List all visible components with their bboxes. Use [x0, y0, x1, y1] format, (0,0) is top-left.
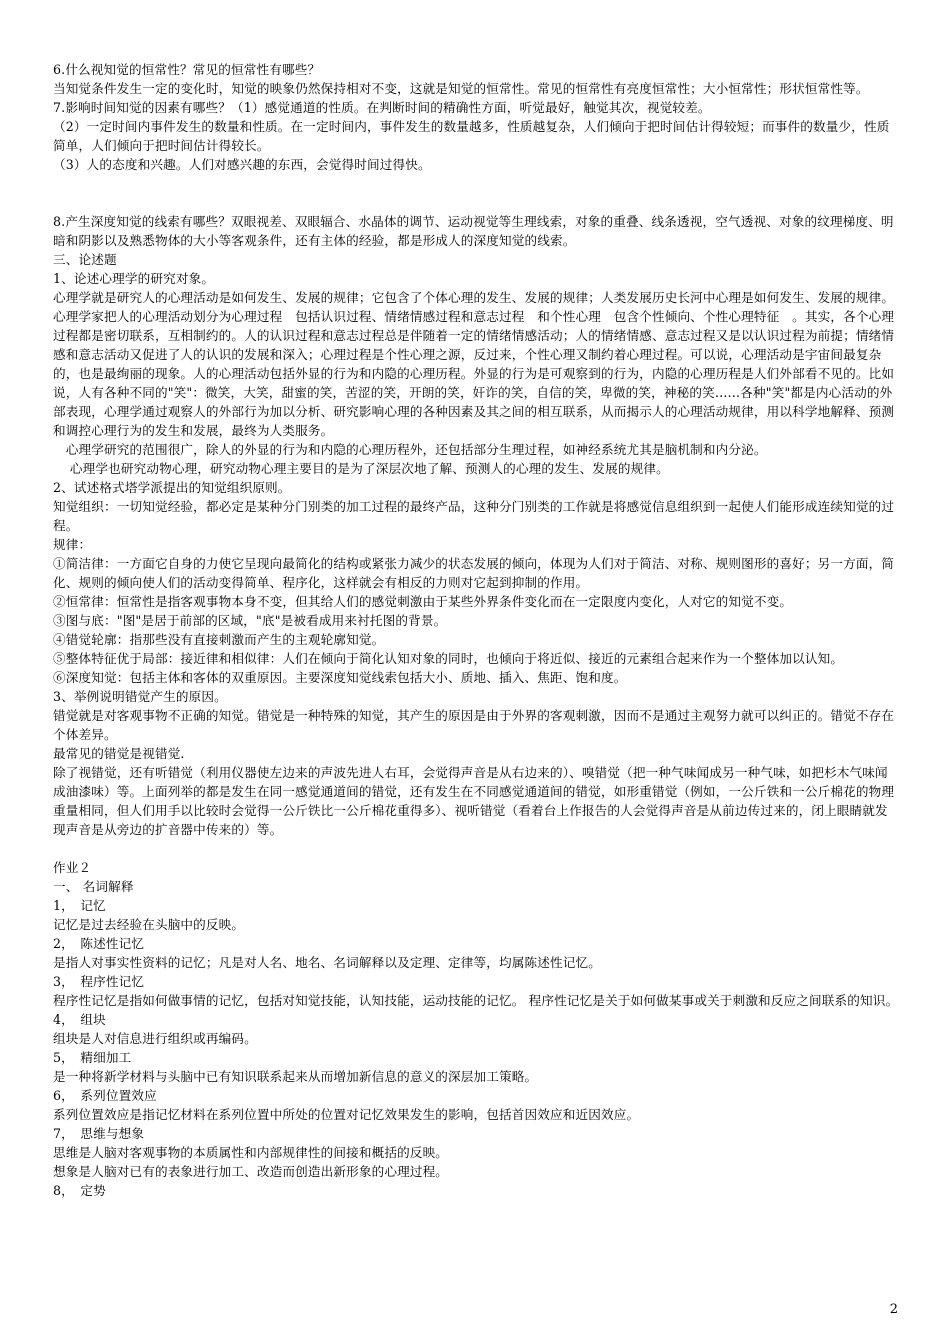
term-8-heading: 8， 定势 — [53, 1183, 106, 1198]
essay-1-paragraph-3: 心理学研究的范围很广，除人的外显的行为和内隐的心理历程外，还包括部分生理过程，如神经系统尤其是脑机制和内分泌。 — [53, 442, 767, 457]
essay-1-paragraph-1: 心理学就是研究人的心理活动是如何发生、发展的规律；它包含了个体心理的发生、发展的规律；人类发展历史长河中心理是如何发生、发展的规律。 — [53, 290, 895, 305]
essay-1-paragraph-2: 心理学家把人的心理活动划分为心理过程 包括认识过程、情绪情感过程和意志过程 和个性心理 包含个性倾向、个性心理特征 。其实，各个心理过程都是密切联系，互相制约的。人的认识过程和意志过程总是伴随着一定的情绪情感活动；人的情绪情感、意志过程又是以认识过程为前提；情绪情感和意志活动又促进了人的认识的发展和深入；心理过程是个性心理之源，反过来，个性心理又制约着心理过程。可以说，心理活动是宇宙间最复杂的，也是最绚丽的现象。人的心理活动包括外显的行为和内隐的心理历程。外显的行为是可观察到的行为，内隐的心理历程是人们外部看不见的。比如说，人有各种不同的"笑"：微笑，大笑，甜蜜的笑，苦涩的笑，开朗的笑，奸诈的笑，自信的笑，卑微的笑，神秘的笑……各种"笑"都是内心活动的外部表现，心理学通过观察人的外部行为加以分析、研究影响心理的各种因素及其之间的相互联系，从而揭示人的心理活动规律，用以科学地解释、预测和调控心理行为的发生和发展，最终为人类服务。 — [53, 309, 895, 438]
essay-3-paragraph-3: 除了视错觉，还有听错觉（利用仪器使左边来的声波先进人右耳，会觉得声音是从右边来的）、嗅错觉（把一种气味闻成另一种气味，如把杉木气味闻成油漆味）等。上面列举的都是发生在同一感觉通道间的错觉，还有发生在不同感觉通道间的错觉，如形重错觉（例如，一公斤铁和一公斤棉花的物理重量相同，但人们用手以比较时会觉得一公斤铁比一公斤棉花重得多）、视听错觉（看着台上作报告的人会觉得声音是从前边传过来的，闭上眼睛就发现声音是从旁边的扩音器中传来的）等。 — [53, 765, 895, 837]
term-7-definition-thinking: 思维是人脑对客观事物的本质属性和内部规律性的间接和概括的反映。 — [53, 1145, 449, 1160]
page-number: 2 — [889, 1302, 898, 1317]
term-6-heading: 6， 系列位置效应 — [53, 1088, 157, 1103]
question-8-text: 8.产生深度知觉的线索有哪些？双眼视差、双眼辐合、水晶体的调节、运动视觉等生理线索，对象的重叠、线条透视，空气透视、对象的纹理梯度、明暗和阴影以及熟悉物体的大小等客观条件，还有主体的经验，都是形成人的深度知觉的线索。 — [53, 214, 894, 248]
section-heading-terms: 一、 名词解释 — [53, 879, 134, 894]
term-2-definition: 是指人对事实性资料的记忆；凡是对人名、地名、名词解释以及定理、定律等，均属陈述性记忆。 — [53, 955, 601, 970]
term-5-heading: 5， 精细加工 — [53, 1050, 132, 1065]
term-1-heading: 1， 记忆 — [53, 898, 106, 913]
essay-1-paragraph-4: 心理学也研究动物心理，研究动物心理主要目的是为了深层次地了解、预测人的心理的发生、发展的规律。 — [53, 461, 669, 476]
rule-figure-ground: ③图与底："图"是居于前部的区域，"底"是被看成用来衬托图的背景。 — [53, 613, 447, 628]
rule-constancy: ②恒常律：恒常性是指客观事物本身不变，但其给人们的感觉刺激由于某些外界条件变化而在一定限度内变化，人对它的知觉不变。 — [53, 594, 793, 609]
essay-3-paragraph-2: 最常见的错觉是视错觉. — [53, 746, 185, 761]
essay-1-heading: 1、论述心理学的研究对象。 — [53, 271, 215, 286]
document-page — [53, 60, 899, 1200]
question-7-heading: 7.影响时间知觉的因素有哪些？（1）感觉通道的性质。在判断时间的精确性方面，听觉最好，触觉其次，视觉较差。 — [53, 100, 711, 115]
term-7-definition-imagination: 想象是人脑对已有的表象进行加工、改造而创造出新形象的心理过程。 — [53, 1164, 449, 1179]
rule-simplicity: ①简洁律：一方面它自身的力使它呈现向最简化的结构或紧张力减少的状态发展的倾向，体现为人们对于简洁、对称、规则图形的喜好；另一方面，简化、规则的倾向使人们的活动变得简单、程序化，这样就会有相反的力则对它起到抑制的作用。 — [53, 556, 895, 590]
term-5-definition: 是一种将新学材料与头脑中已有知识联系起来从而增加新信息的意义的深层加工策略。 — [53, 1069, 538, 1084]
term-3-heading: 3， 程序性记忆 — [53, 974, 145, 989]
term-4-definition: 组块是人对信息进行组织或再编码。 — [53, 1031, 257, 1046]
term-7-heading: 7， 思维与想象 — [53, 1126, 145, 1141]
question-6-heading: 6.什么视知觉的恒常性？常见的恒常性有哪些？ — [53, 62, 321, 77]
essay-3-paragraph-1: 错觉就是对客观事物不正确的知觉。错觉是一种特殊的知觉，其产生的原因是由于外界的客观刺激，因而不是通过主观努力就可以纠正的。错觉不存在个体差异。 — [53, 708, 895, 742]
term-6-definition: 系列位置效应是指记忆材料在系列位置中所处的位置对记忆效果发生的影响，包括首因效应和近因效应。 — [53, 1107, 640, 1122]
answer-7-item-3: （3）人的态度和兴趣。人们对感兴趣的东西，会觉得时间过得快。 — [53, 157, 431, 172]
answer-7-item-2: （2）一定时间内事件发生的数量和性质。在一定时间内，事件发生的数量越多，性质越复杂，人们倾向于把时间估计得较短；而事件的数量少，性质简单，人们倾向于把时间估计得较长。 — [53, 119, 890, 153]
essay-2-rules-label: 规律： — [53, 537, 92, 552]
essay-2-definition: 知觉组织：一切知觉经验，都必定是某种分门别类的加工过程的最终产品，这种分门别类的工作就是将感觉信息组织到一起使人们能形成连续知觉的过程。 — [53, 499, 895, 533]
section-heading-essay: 三、论述题 — [53, 252, 117, 267]
blank-spacer — [53, 174, 899, 212]
rule-illusory-contour: ④错觉轮廓：指那些没有直接刺激而产生的主观轮廓知觉。 — [53, 632, 385, 647]
term-4-heading: 4， 组块 — [53, 1012, 106, 1027]
essay-2-heading: 2、试述格式塔学派提出的知觉组织原则。 — [53, 480, 291, 495]
blank-spacer — [53, 839, 899, 858]
rule-depth-perception: ⑥深度知觉：包括主体和客体的双重原因。主要深度知觉线索包括大小、质地、插入、焦距、饱和度。 — [53, 670, 627, 685]
term-2-heading: 2， 陈述性记忆 — [53, 936, 145, 951]
answer-6-text: 当知觉条件发生一定的变化时，知觉的映象仍然保持相对不变，这就是知觉的恒常性。常见的恒常性有亮度恒常性；大小恒常性；形状恒常性等。 — [53, 81, 869, 96]
term-1-definition: 记忆是过去经验在头脑中的反映。 — [53, 917, 245, 932]
homework-2-title: 作业２ — [53, 860, 92, 875]
essay-3-heading: 3、举例说明错觉产生的原因。 — [53, 689, 227, 704]
term-3-definition: 程序性记忆是指如何做事情的记忆，包括对知觉技能，认知技能，运动技能的记忆。 程序性记忆是关于如何做某事或关于刺激和反应之间联系的知识。 — [53, 993, 899, 1008]
rule-whole-over-parts: ⑤整体特征优于局部：接近律和相似律：人们在倾向于简化认知对象的同时，也倾向于将近似、接近的元素组合起来作为一个整体加以认知。 — [53, 651, 844, 666]
